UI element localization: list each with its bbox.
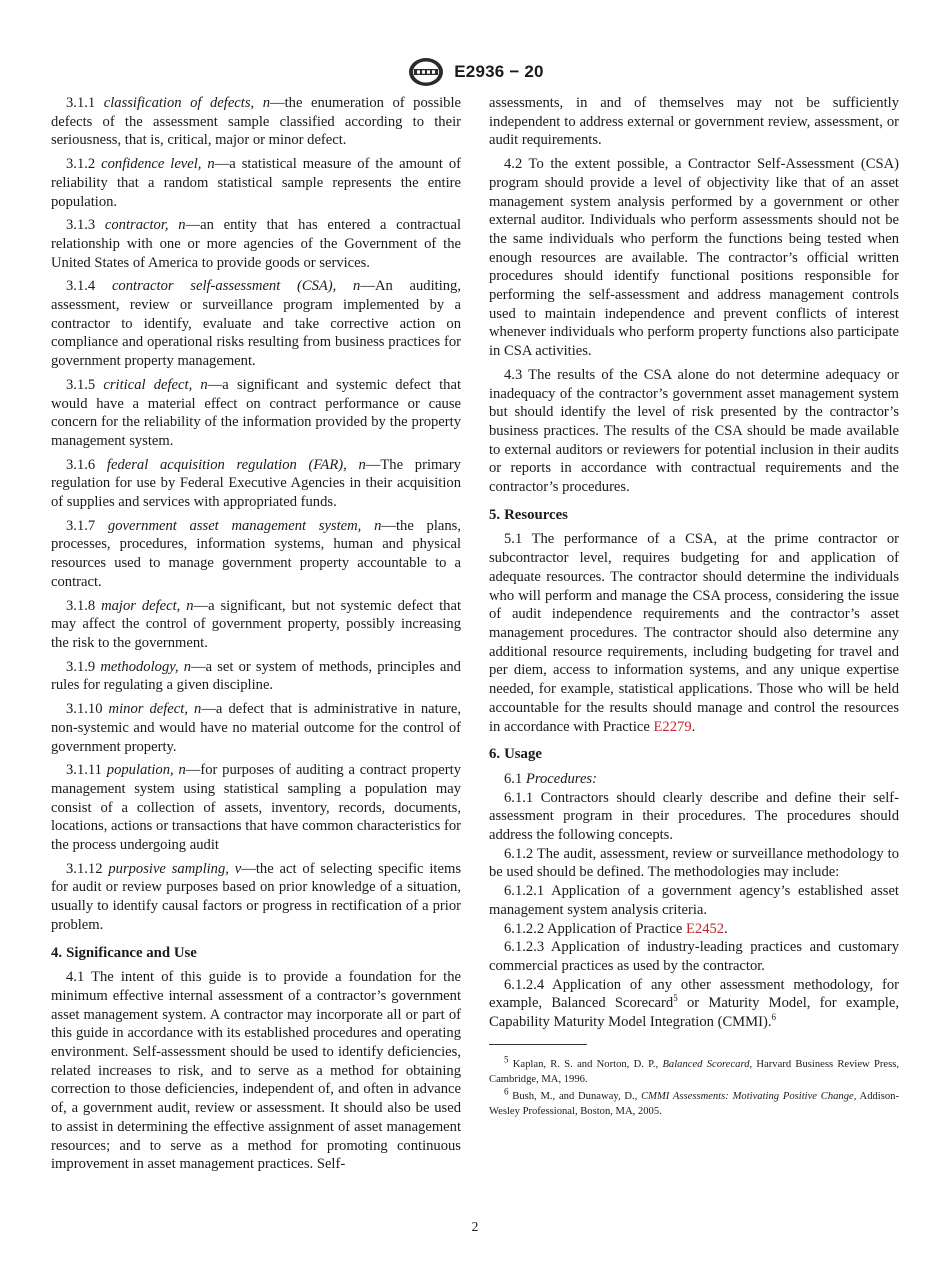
paragraph-6-1-1: 6.1.1 Contractors should clearly describe and define their self-assessment program in their procedures. The procedures should address the following concepts.	[489, 789, 899, 844]
document-designation: E2936 − 20	[454, 62, 544, 81]
paragraph-6-1: 6.1 Procedures:	[504, 770, 597, 787]
definition-3-1-6: 3.1.6 federal acquisition regulation (FAR), n—The primary regulation for use by Federal Executive Agencies in their acquisition of supplies and services with appropriated funds.	[51, 456, 461, 511]
paragraph-6-1-2: 6.1.2 The audit, assessment, review or surveillance methodology to be used should be defined. The methodologies may include:	[489, 845, 899, 881]
paragraph-4-2: 4.2 To the extent possible, a Contractor Self-Assessment (CSA) program should provide a level of objectivity like that of an asset management system analysis performed by a government or other external auditor. Individuals who perform assessments should not be the same individuals who perform the functions being tested when enough resources are available. The contractor’s official written procedures should identify functional positions responsible for performing the self-assessment and address management controls used to maintain independence and prevent conflicts of interest whenever individuals who perform property functions also participate in CSA activities.	[489, 156, 899, 360]
footnote-marker-5: 5	[673, 993, 678, 1004]
page-number: 2	[471, 1219, 479, 1234]
footnotes	[489, 1054, 899, 1119]
term: major defect, n	[101, 597, 194, 614]
term: federal acquisition regulation (FAR), n	[106, 456, 366, 473]
paragraph-4-1: 4.1 The intent of this guide is to provide a foundation for the minimum effective internal assessment of a contractor’s government asset management system. A contractor may incorporate all or part of this guide in accordance with its established procedures and operating environment. Self-assessment should be used to identify deficiencies, related increases to risk, and to serve as a method for obtaining correction to those deficiencies, independent of, and often in advance of, a government audit, review or assessment. It should also be used to assist in determining the effective assignment of asset management resources; and to serve as a method for promoting continuous improvement in asset management practices. Self-	[51, 969, 461, 1173]
definition-3-1-7: 3.1.7 government asset management system, n—the plans, processes, procedures, information systems, human and physical resources used to manage government property accountable to a contract.	[51, 517, 461, 590]
right-column	[489, 94, 899, 1121]
term: classification of defects, n	[103, 95, 271, 111]
definition-3-1-12: 3.1.12 purposive sampling, v—the act of selecting specific items for audit or review purposes based on prior knowledge of a situation, usually to identify causal factors or progress in rectification of a prior problem.	[51, 860, 461, 933]
paragraph-4-1-continued: assessments, in and of themselves may not be sufficiently independent to address external or government review, assessment, or audit requirements.	[489, 95, 899, 149]
definition-3-1-8: 3.1.8 major defect, n—a significant, but not systemic defect that may affect the control of government property, possibly increasing the risk to the government.	[51, 597, 462, 651]
definition-3-1-3: 3.1.3 contractor, n—an entity that has entered a contractual relationship with one or more agencies of the Government of the United States of America to provide goods or services.	[51, 217, 461, 271]
page-header	[0, 56, 950, 88]
term: critical defect, n	[103, 376, 208, 393]
section-5-heading: 5. Resources	[489, 506, 568, 523]
paragraph-5-1: 5.1 The performance of a CSA, at the prime contractor or subcontractor level, requires budgeting for and application of adequate resources. The contractor should determine the individuals who will perform and manage the CSA process, considering the issue of audit independence requirements and the contractor’s asset management procedures. The contractor should also determine any additional resource requirements, including budgeting for travel and per diem, access to information systems, and any unique expertise needed, for example, statistical applications. Those who will be held accountable for the results should manage and control the resources in accordance with Practice E2279.	[489, 531, 899, 735]
definition-3-1-1: 3.1.1 classification of defects, n—the enumeration of possible defects of the assessment sample classified according to their seriousness, that is, critical, major or minor defect.	[51, 95, 461, 149]
term: confidence level, n	[101, 156, 215, 173]
paragraph-6-1-2-2: 6.1.2.2 Application of Practice E2452.	[504, 920, 728, 937]
footnote-marker-6: 6	[771, 1012, 777, 1023]
term: government asset management system, n	[107, 517, 382, 534]
left-column	[51, 94, 461, 1179]
term: population, n	[106, 762, 186, 779]
footnote-6: $^6$ Bush, M., and Dunaway, D., CMMI Assessments: Motivating Positive Change, Addison-Wesley Professional, Boston, MA, 2005.	[489, 1086, 899, 1117]
definition-3-1-4: 3.1.4 contractor self-assessment (CSA), n—An auditing, assessment, review or surveillance program implemented by a contractor to identify, evaluate and take corrective action on compliance and operational risks resulting from business practices for government property management.	[51, 278, 462, 370]
section-4-heading: 4. Significance and Use	[51, 944, 197, 961]
paragraph-4-3: 4.3 The results of the CSA alone do not determine adequacy or inadequacy of the contractor’s government asset management system but should identify the level of risk presented by the contractor’s business practices. The results of the CSA should be made available to external auditors or reviewers for potential inclusion in their audits or reports in accordance with contractual requirements and the contractor’s procedures.	[489, 366, 899, 496]
astm-logo-icon	[406, 56, 446, 88]
paragraph-6-1-2-3: 6.1.2.3 Application of industry-leading practices and customary commercial practices as used by the contractor.	[489, 939, 899, 974]
definition-3-1-2: 3.1.2 confidence level, n—a statistical measure of the amount of reliability that a random statistical sample represents the entire population.	[51, 156, 461, 210]
section-6-heading: 6. Usage	[489, 746, 542, 763]
term: purposive sampling, v	[108, 860, 242, 877]
reference-link-e2452[interactable]: E2452	[685, 920, 725, 937]
term: contractor, n	[104, 217, 186, 234]
paragraph-6-1-2-1: 6.1.2.1 Application of a government agency’s established asset management system analysis criteria.	[489, 883, 899, 918]
term: contractor self-assessment (CSA), n	[111, 278, 361, 295]
footnote-5: $^5$ Kaplan, R. S. and Norton, D. P., Balanced Scorecard, Harvard Business Review Press, Cambridge, MA, 1996.	[489, 1054, 899, 1085]
definition-3-1-5: 3.1.5 critical defect, n—a significant and systemic defect that would have a material effect on contract performance or cause concern for the reliability of the information provided by the property management system.	[51, 376, 461, 449]
term: minor defect, n	[108, 701, 202, 718]
footnote-divider	[489, 1044, 587, 1045]
reference-link-e2279[interactable]: E2279	[653, 718, 692, 735]
definition-3-1-11: 3.1.11 population, n—for purposes of auditing a contract property management system using statistical sampling a population may consist of a collection of assets, inventory, records, documents, locations, actions or transactions that have common characteristics for the process undergoing audit	[51, 762, 461, 854]
definition-3-1-10: 3.1.10 minor defect, n—a defect that is administrative in nature, non-systemic and would have no material outcome for the control of government property.	[51, 701, 461, 755]
definition-3-1-9: 3.1.9 methodology, n—a set or system of methods, principles and rules for regulating a given discipline.	[51, 658, 461, 694]
term: methodology, n	[100, 658, 192, 675]
paragraph-6-1-2-4: 6.1.2.4 Application of any other assessment methodology, for example, Balanced Scorecard$^5$ or Maturity Model, for example, Capability Maturity Model Integration (CMMI).$^6$	[489, 976, 899, 1031]
